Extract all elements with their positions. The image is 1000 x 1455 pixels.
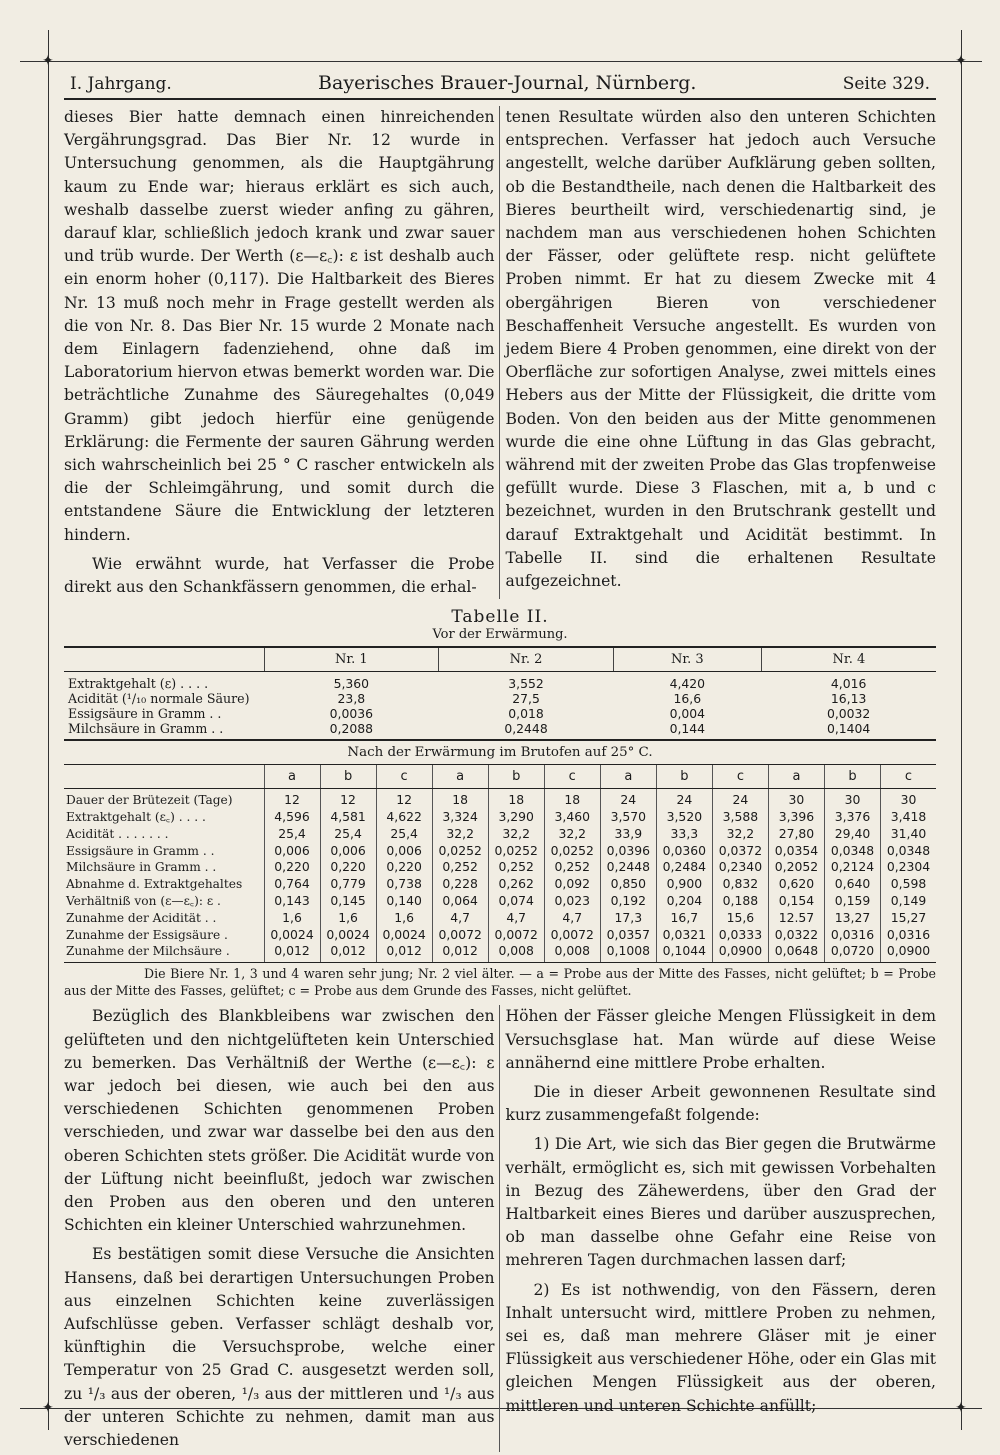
table-cell: 0,220 (264, 859, 320, 876)
table-cell: 0,252 (488, 859, 544, 876)
table-cell: 4,016 (830, 676, 867, 692)
bottom-right-column (499, 1005, 937, 1452)
table-cell: 0,0316 (881, 927, 936, 944)
column-header: c (712, 765, 768, 789)
paragraph: dieses Bier hatte demnach einen hinreichenden Vergährungsgrad. Das Bier Nr. 12 wurde in Untersuchung genommen, als die Hauptgährung kaum zu Ende war; hieraus erklärt es sich auch, weshalb dasselbe zuerst wieder anfing zu gähren, darauf klar, schließlich jedoch krank und zwar sauer und trüb wurde. Der Werth (ε—ε꜀): ε ist deshalb auch ein enorm hoher (0,117). Die Haltbarkeit des Bieres Nr. 13 muß noch mehr in Frage gestellt werden als die von Nr. 8. Das Bier Nr. 15 wurde 2 Monate nach dem Einlagern fadenziehend, ohne daß im Laboratorium hiervon etwas bemerkt worden war. Die beträchtliche Zunahme des Säuregehaltes (0,049 Gramm) gibt jedoch hierfür eine genügende Erklärung: die Fermente der sauren Gährung werden sich wahrscheinlich bei 25 ° C rascher entwickeln als die der Schleimgährung, und somit durch die entstandene Säure die Entwicklung der letzteren hindern. (64, 108, 495, 544)
table-cell: 0,0348 (824, 843, 880, 860)
journal-title: Bayerisches Brauer-Journal, Nürnberg. (318, 72, 697, 94)
table-cell: 0,220 (376, 859, 432, 876)
table-cell: 0,0322 (768, 927, 824, 944)
table-row (64, 893, 936, 910)
running-header (64, 60, 936, 100)
table-cell: 30 (824, 789, 880, 809)
table-cell: 0,074 (488, 893, 544, 910)
table-cell: 32,2 (432, 826, 488, 843)
paragraph: 1) Die Art, wie sich das Bier gegen die Brutwärme verhält, ermöglicht es, sich mit gewissen Vorbehalten in Bezug des Zähewerdens, über den Grad der Haltbarkeit eines Bieres und darüber auszusprechen, ob man dasselbe ohne Gefahr eine Reise von mehreren Tagen durchmachen lassen darf; (505, 1135, 936, 1270)
table-after-warming-caption: Nach der Erwärmung im Brutofen auf 25° C. (64, 741, 936, 765)
table-cell: 0,0372 (712, 843, 768, 860)
table-cell: 13,27 (824, 910, 880, 927)
row-label: Zunahme der Acidität . . (66, 910, 217, 925)
table-cell: 25,4 (320, 826, 376, 843)
table-cell: 0,012 (432, 943, 488, 962)
table-cell: 23,8 (337, 691, 366, 707)
table-cell: 32,2 (544, 826, 600, 843)
table-cell: 17,3 (600, 910, 656, 927)
table-row (64, 672, 936, 692)
table-cell: 0,0321 (656, 927, 712, 944)
column-header: Nr. 4 (761, 647, 936, 672)
table-cell: 4,420 (669, 676, 706, 692)
table-cell: 0,0024 (320, 927, 376, 944)
table-cell: 3,324 (432, 809, 488, 826)
table-cell: 0,0072 (488, 927, 544, 944)
table-cell: 18 (432, 789, 488, 809)
table-cell: 0,0648 (768, 943, 824, 962)
table-cell: 1,6 (320, 910, 376, 927)
table-cell: 0,204 (656, 893, 712, 910)
table-cell: 0,2304 (881, 859, 936, 876)
table-cell: 0,023 (544, 893, 600, 910)
table-row (64, 706, 936, 721)
table-cell: 0,0900 (881, 943, 936, 962)
table-row (64, 809, 936, 826)
table-cell: 18 (488, 789, 544, 809)
table-after-warming (64, 765, 936, 963)
table-cell: 3,376 (824, 809, 880, 826)
table-cell: 25,4 (264, 826, 320, 843)
table-cell: 4,7 (432, 910, 488, 927)
table-row (64, 789, 936, 809)
table-cell: 4,622 (376, 809, 432, 826)
row-label: Essigsäure in Gramm . . (68, 706, 222, 722)
table-cell: 0,143 (264, 893, 320, 910)
table-cell: 12 (376, 789, 432, 809)
table-cell: 31,40 (881, 826, 936, 843)
table-cell: 0,192 (600, 893, 656, 910)
table-cell: 12 (320, 789, 376, 809)
paragraph: Es bestätigen somit diese Versuche die Ansichten Hansens, daß bei derartigen Untersuchungen Proben aus einzelnen Schichten keine zuverlässigen Aufschlüsse geben. Verfasser schlägt deshalb vor, künftighin die Versuchsprobe, welche einer Temperatur von 25 Grad C. ausgesetzt werden soll, zu ¹/₃ aus der oberen, ¹/₃ aus der mittleren und ¹/₃ aus der unteren Schichte zu nehmen, damit man aus verschiedenen (64, 1245, 495, 1450)
table-cell: 0,850 (600, 876, 656, 893)
table-cell: 0,2448 (600, 859, 656, 876)
table-cell: 0,140 (376, 893, 432, 910)
table-cell: 24 (600, 789, 656, 809)
table-cell: 3,570 (600, 809, 656, 826)
table-cell: 33,9 (600, 826, 656, 843)
table-cell: 0,145 (320, 893, 376, 910)
table-cell: 0,0072 (544, 927, 600, 944)
table-cell: 30 (768, 789, 824, 809)
row-label: Essigsäure in Gramm . . (66, 843, 215, 858)
table-cell: 0,0024 (376, 927, 432, 944)
table-title: Tabelle II. (451, 607, 549, 628)
row-label: Zunahme der Milchsäure . (64, 943, 264, 962)
row-label: Acidität . . . . . . . (66, 826, 169, 841)
table-cell: 0,832 (712, 876, 768, 893)
table-cell: 0,764 (264, 876, 320, 893)
column-header: b (488, 765, 544, 789)
column-header: c (376, 765, 432, 789)
table-cell: 0,779 (320, 876, 376, 893)
table-cell: 0,006 (320, 843, 376, 860)
column-header: b (320, 765, 376, 789)
table-cell: 0,262 (488, 876, 544, 893)
table-cell: 0,2088 (264, 721, 439, 740)
table-cell: 0,0316 (824, 927, 880, 944)
column-header: Nr. 3 (613, 647, 761, 672)
table-cell: 0,008 (544, 943, 600, 962)
table-corner-cell (64, 765, 264, 789)
column-header: a (264, 765, 320, 789)
column-header: b (656, 765, 712, 789)
table-cell: 0,2052 (768, 859, 824, 876)
table-cell: 5,360 (333, 676, 370, 692)
column-header: a (768, 765, 824, 789)
paragraph: 2) Es ist nothwendig, von den Fässern, deren Inhalt untersucht wird, mittlere Proben zu nehmen, sei es, daß man mehrere Gläser mit je einer Flüssigkeit aus verschiedener Höhe, oder ein Glas mit gleichen Mengen Flüssigkeit aus der oberen, mittleren und unteren Schichte anfüllt; (505, 1280, 936, 1415)
table-row (64, 721, 936, 740)
table-row (64, 943, 936, 962)
table-cell: 0,012 (376, 943, 432, 962)
table-cell: 0,159 (824, 893, 880, 910)
table-cell: 0,154 (768, 893, 824, 910)
table-cell: 0,220 (320, 859, 376, 876)
table-cell: 3,588 (712, 809, 768, 826)
frame-ornament-icon: ✦ (42, 53, 54, 69)
table-cell: 0,598 (881, 876, 936, 893)
row-label: Milchsäure in Gramm . . (66, 860, 217, 875)
table-cell: 0,2124 (824, 859, 880, 876)
table-cell: 0,1404 (761, 721, 936, 740)
column-header: Nr. 1 (264, 647, 439, 672)
table-cell: 24 (712, 789, 768, 809)
paragraph: tenen Resultate würden also den unteren Schichten entsprechen. Verfasser hat jedoch auch Versuche angestellt, welche darüber Aufklärung geben sollten, ob die Bestandtheile, nach denen die Haltbarkeit des Bieres beurtheilt wird, verschiedenartig sind, je nachdem man aus verschiedenen hohen Schichten der Fässer, oder gelüftete resp. nicht gelüftete Proben nimmt. Er hat zu diesem Zwecke mit 4 obergährigen Bieren von verschiedener Beschaffenheit Versuche angestellt. Es wurden von jedem Biere 4 Proben genommen, eine direkt von der Oberfläche zur sofortigen Analyse, zwei mittels eines Hebers aus der Mitte der Flüssigkeit, die dritte vom Boden. Von den beiden aus der Mitte genommenen wurde die eine ohne Lüftung in das Glas gebracht, während mit der zweiten Probe das Glas tropfenweise gefüllt wurde. Diese 3 Flaschen, mit a, b und c bezeichnet, wurden in den Brutschrank gestellt und darauf Extraktgehalt und Acidität bestimmt. In Tabelle II. sind die erhaltenen Resultate aufgezeichnet. (505, 108, 936, 591)
row-label: Dauer der Brütezeit (Tage) (66, 793, 233, 808)
table-row (64, 876, 936, 893)
table-cell: 32,2 (488, 826, 544, 843)
table-cell: 0,0032 (826, 706, 871, 722)
table-cell: 0,004 (669, 706, 706, 722)
table-cell: 3,396 (768, 809, 824, 826)
table-row (64, 843, 936, 860)
table-cell: 32,2 (712, 826, 768, 843)
table-cell: 0,0348 (881, 843, 936, 860)
table-cell: 4,7 (488, 910, 544, 927)
table-row (64, 910, 936, 927)
table-cell: 15,6 (712, 910, 768, 927)
table-cell: 0,012 (320, 943, 376, 962)
table-cell: 0,2448 (439, 721, 614, 740)
table-cell: 0,0036 (329, 706, 374, 722)
paragraph: Die in dieser Arbeit gewonnenen Resultate sind kurz zusammengefaßt folgende: (505, 1083, 936, 1125)
frame-ornament-icon: ✦ (955, 53, 967, 69)
table-cell: 12.57 (768, 910, 824, 927)
column-header: c (544, 765, 600, 789)
table-cell: 4,7 (544, 910, 600, 927)
page-number: Seite 329. (842, 74, 930, 94)
row-label: Acidität (¹/₁₀ normale Säure) (68, 691, 250, 707)
table-cell: 0,092 (544, 876, 600, 893)
table-cell: 0,0354 (768, 843, 824, 860)
table-cell: 16,6 (673, 691, 702, 707)
row-label: Milchsäure in Gramm . . (64, 721, 264, 740)
frame-left-rule (48, 30, 49, 1430)
table-cell: 0,0252 (544, 843, 600, 860)
table-cell: 16,13 (830, 691, 867, 707)
table-cell: 0,2340 (712, 859, 768, 876)
table-cell: 0,188 (712, 893, 768, 910)
table-cell: 3,290 (488, 809, 544, 826)
top-right-column (499, 106, 937, 599)
table-cell: 0,0900 (712, 943, 768, 962)
paragraph: Höhen der Fässer gleiche Mengen Flüssigkeit in dem Versuchsglase hat. Man würde auf diese Weise annähernd eine mittlere Probe erhalten. (505, 1007, 936, 1072)
table-cell: 1,6 (376, 910, 432, 927)
row-label: Abnahme d. Extraktgehaltes (66, 877, 243, 892)
table-cell: 24 (656, 789, 712, 809)
row-label: Extraktgehalt (ε) . . . . (68, 676, 209, 692)
row-label: Verhältniß von (ε—ε꜀): ε . (66, 894, 221, 909)
table-cell: 0,006 (376, 843, 432, 860)
table-cell: 0,144 (613, 721, 761, 740)
column-header: a (432, 765, 488, 789)
bottom-text-columns (64, 1005, 936, 1452)
table-cell: 0,0024 (264, 927, 320, 944)
table-cell: 0,620 (768, 876, 824, 893)
column-header: Nr. 2 (439, 647, 614, 672)
table-cell: 0,738 (376, 876, 432, 893)
frame-right-rule (961, 30, 962, 1430)
table-cell: 27,5 (512, 691, 540, 707)
table-cell: 12 (264, 789, 320, 809)
table-cell: 4,596 (264, 809, 320, 826)
column-header: c (881, 765, 936, 789)
table-row (64, 859, 936, 876)
table-cell: 27,80 (768, 826, 824, 843)
frame-ornament-icon: ✦ (42, 1400, 54, 1416)
table-cell: 15,27 (881, 910, 936, 927)
table-cell: 3,520 (656, 809, 712, 826)
table-cell: 0,900 (656, 876, 712, 893)
table-cell: 0,0252 (432, 843, 488, 860)
table-cell: 0,008 (488, 943, 544, 962)
paragraph: Bezüglich des Blankbleibens war zwischen den gelüfteten und den nichtgelüfteten kein Unterschied zu bemerken. Das Verhältniß der Werthe (ε—ε꜀): ε war jedoch bei diesen, wie auch bei den aus verschiedenen Schichten genommenen Proben verschieden, und zwar war dasselbe bei den aus den oberen Schichten stets größer. Die Acidität wurde von der Lüftung nicht beeinflußt, jedoch war zwischen den Proben aus den oberen und den unteren Schichten ein kleiner Unterschied wahrzunehmen. (64, 1007, 495, 1235)
table-cell: 0,252 (544, 859, 600, 876)
table-before-warming (64, 646, 936, 741)
table-cell: 3,418 (881, 809, 936, 826)
table-row (64, 691, 936, 706)
table-cell: 30 (881, 789, 936, 809)
top-text-columns (64, 106, 936, 599)
table-cell: 0,0072 (432, 927, 488, 944)
bottom-left-column (64, 1005, 499, 1452)
table-cell: 1,6 (264, 910, 320, 927)
table-subtitle: Vor der Erwärmung. (432, 627, 568, 643)
row-label: Zunahme der Essigsäure . (66, 927, 228, 942)
table-cell: 0,1008 (600, 943, 656, 962)
column-header: a (600, 765, 656, 789)
table-cell: 0,0360 (656, 843, 712, 860)
frame-ornament-icon: ✦ (955, 1400, 967, 1416)
table-corner-cell (64, 647, 264, 672)
table-cell: 3,460 (544, 809, 600, 826)
table-cell: 3,552 (508, 676, 544, 692)
table-cell: 29,40 (824, 826, 880, 843)
table-cell: 0,149 (881, 893, 936, 910)
table-cell: 0,018 (508, 706, 544, 722)
table-cell: 0,640 (824, 876, 880, 893)
table-cell: 25,4 (376, 826, 432, 843)
table-cell: 4,581 (320, 809, 376, 826)
table-row (64, 927, 936, 944)
table-cell: 0,0252 (488, 843, 544, 860)
table-cell: 0,2484 (656, 859, 712, 876)
table-cell: 0,0357 (600, 927, 656, 944)
table-cell: 0,252 (432, 859, 488, 876)
column-header: b (824, 765, 880, 789)
table-cell: 0,0333 (712, 927, 768, 944)
table-cell: 33,3 (656, 826, 712, 843)
table-footnote: Die Biere Nr. 1, 3 und 4 waren sehr jung; Nr. 2 viel älter. — a = Probe aus der Mitte des Fasses, nicht gelüftet; b = Probe aus der Mitte des Fasses, gelüftet; c = Probe aus dem Grunde des Fasses, nicht gelüftet. (64, 966, 936, 998)
table-cell: 0,228 (432, 876, 488, 893)
table-row (64, 826, 936, 843)
top-left-column (64, 106, 499, 599)
table-cell: 0,006 (264, 843, 320, 860)
table-cell: 0,0720 (824, 943, 880, 962)
table-cell: 0,1044 (656, 943, 712, 962)
table-cell: 0,0396 (600, 843, 656, 860)
paragraph: Wie erwähnt wurde, hat Verfasser die Probe direkt aus den Schankfässern genommen, die erhal- (64, 554, 495, 597)
page (64, 60, 936, 1452)
table-cell: 0,064 (432, 893, 488, 910)
table-cell: 16,7 (656, 910, 712, 927)
volume-label: I. Jahrgang. (70, 74, 172, 94)
table-cell: 18 (544, 789, 600, 809)
row-label: Extraktgehalt (ε꜀) . . . . (66, 810, 206, 825)
table-cell: 0,012 (264, 943, 320, 962)
